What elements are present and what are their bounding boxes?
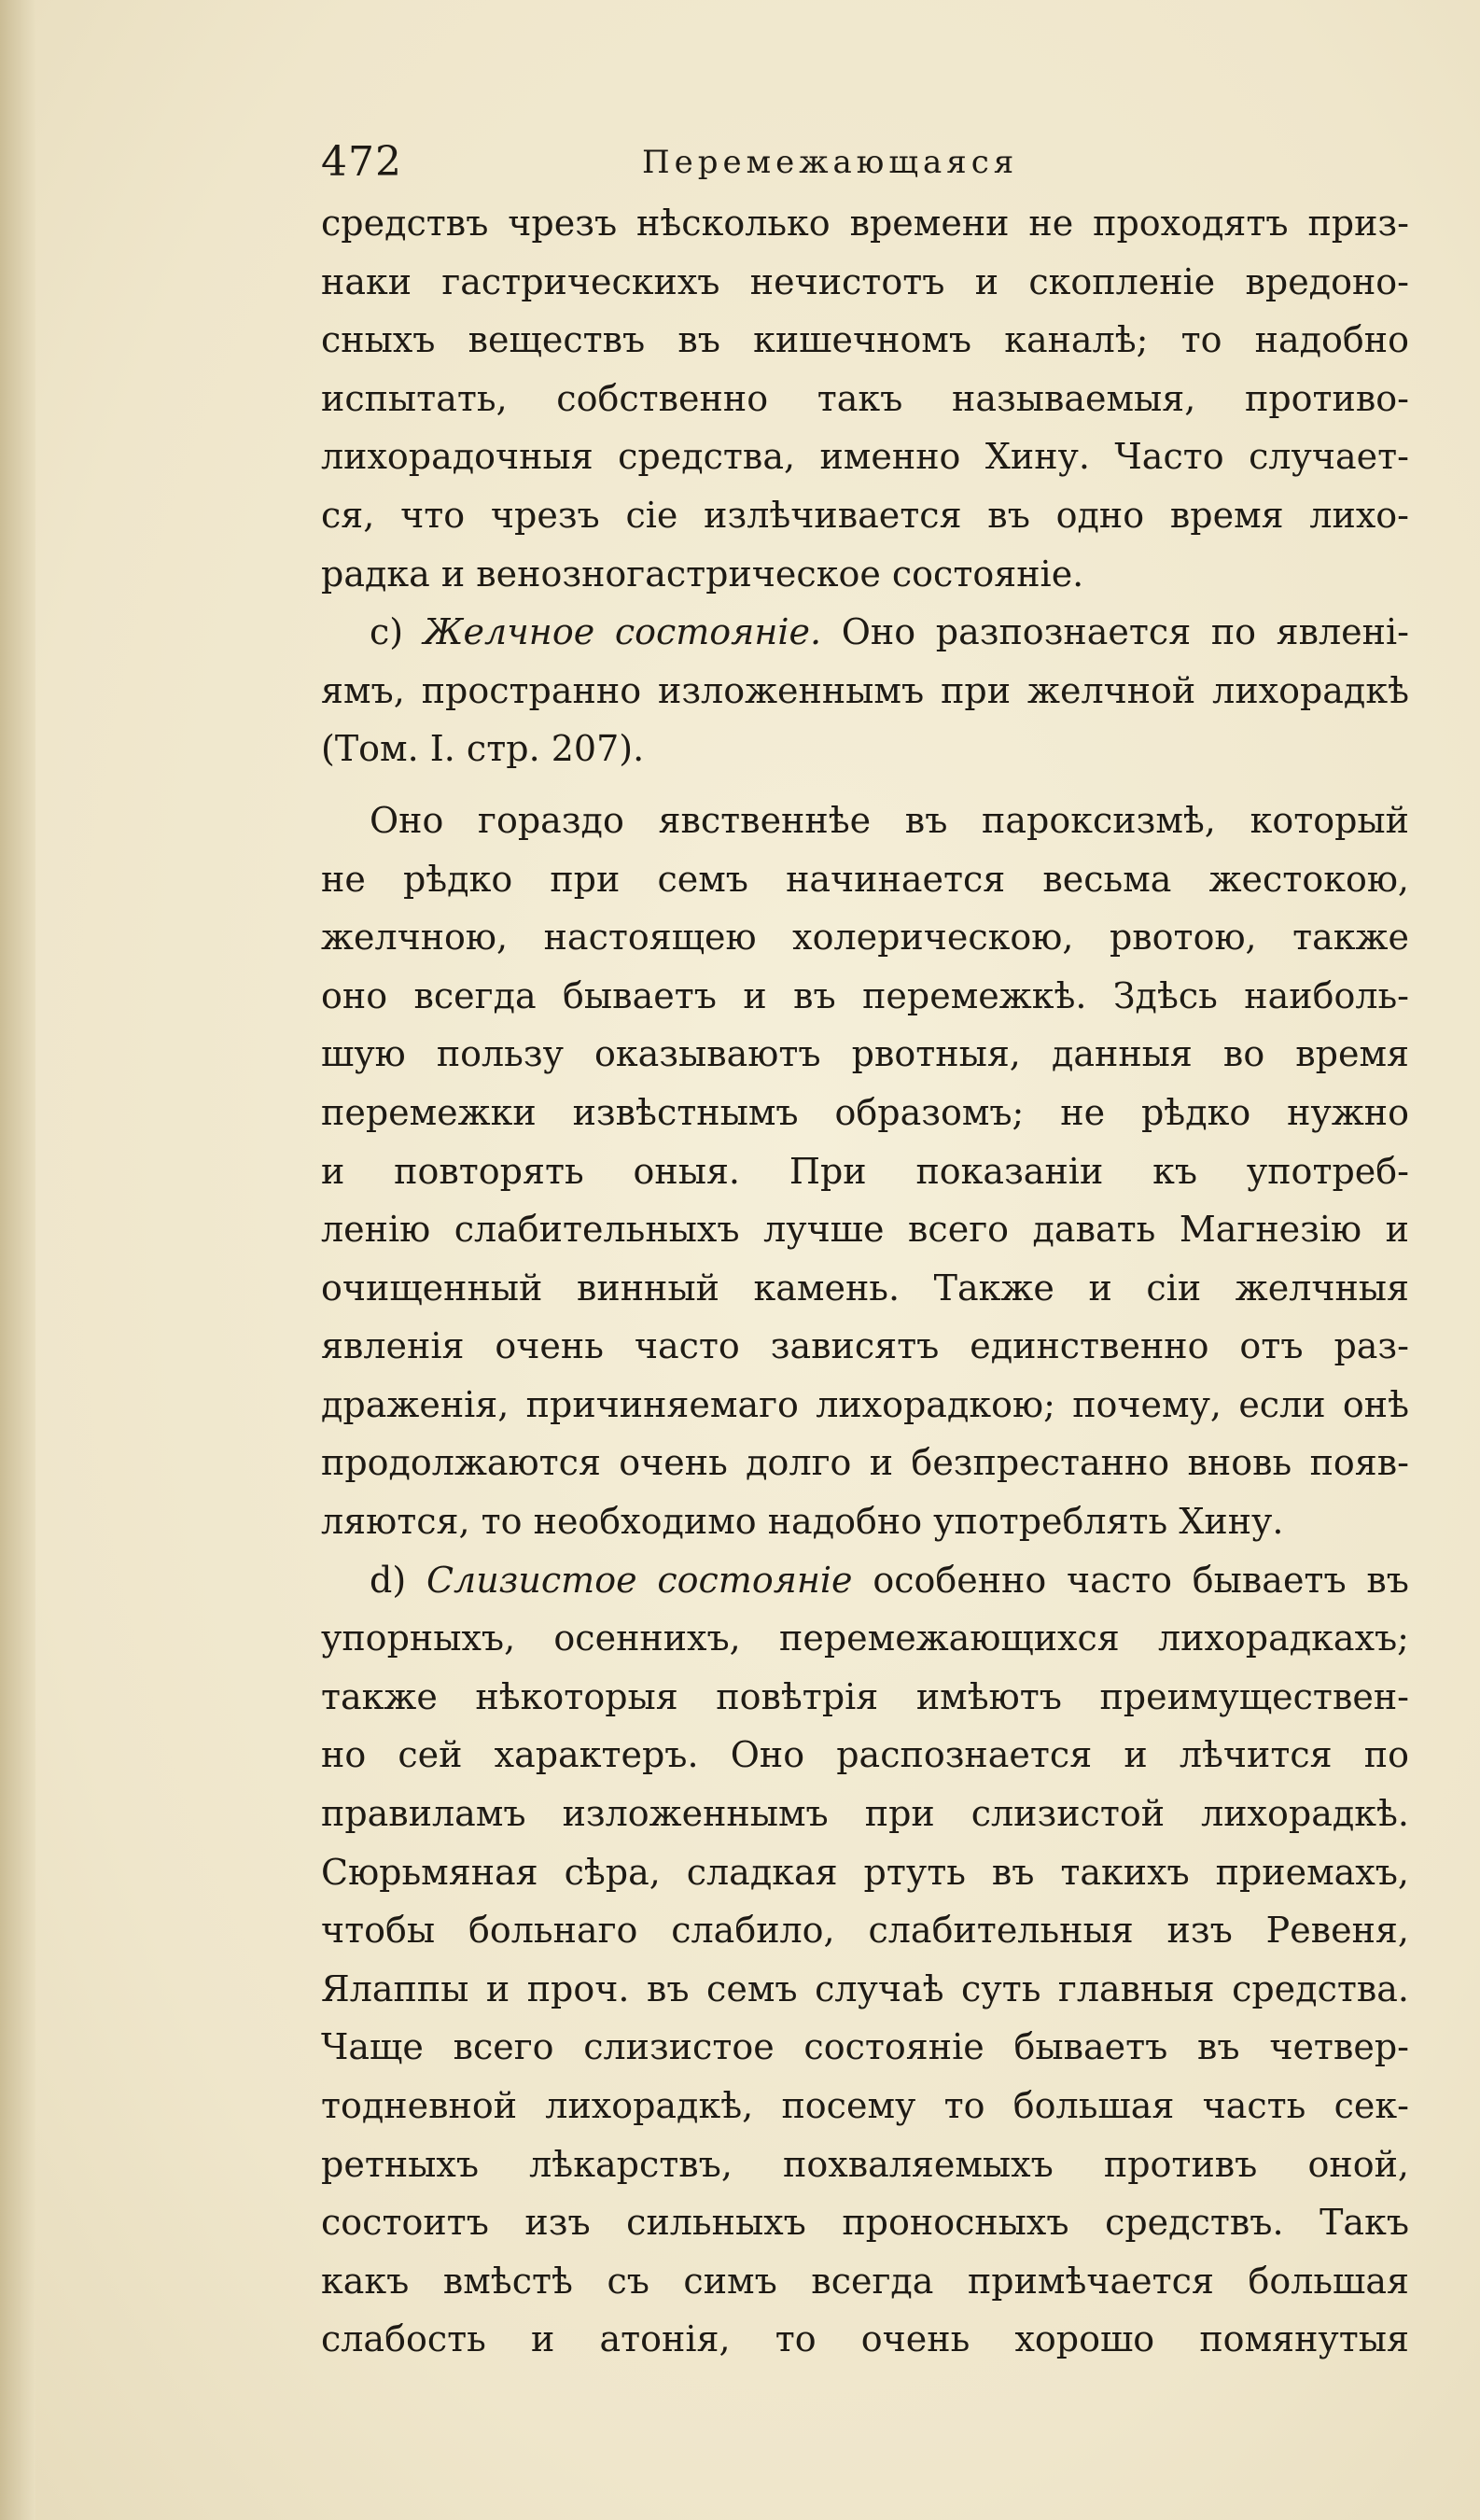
text-line: какъ вмѣстѣ съ симъ всегда примѣчается большая [321,2260,1409,2302]
text-line: ленію слабительныхъ лучше всего давать Магнезію и [321,1209,1409,1251]
page-number: 472 [321,138,402,186]
text-line: ся, что чрезъ сіе излѣчивается въ одно время лихо- [321,494,1409,536]
page-header [321,138,1409,190]
text-line: испытать, собственно такъ называемыя, противо- [321,377,1409,419]
text-line: оно всегда бываетъ и въ перемежкѣ. Здѣсь наиболь- [321,974,1409,1016]
italic-term: Слизистое состояніе [426,1559,853,1601]
text-line: Чаще всего слизистое состояніе бываетъ въ четвер- [321,2026,1409,2068]
text-line: наки гастрическихъ нечистотъ и скопленіе вредоно- [321,260,1409,302]
text-line: но сей характеръ. Оно распознается и лѣчится по [321,1734,1409,1776]
text-line: правиламъ изложеннымъ при слизистой лихорадкѣ. [321,1793,1409,1835]
text-line: чтобы больнаго слабило, слабительныя изъ Ревеня, [321,1910,1409,1952]
text-line: драженія, причиняемаго лихорадкою; почему, если онѣ [321,1383,1409,1425]
text-line: желчною, настоящею холерическою, рвотою, также [321,917,1409,959]
text-line [321,1551,1409,1610]
text-line: сныхъ веществъ въ кишечномъ каналѣ; то надобно [321,319,1409,361]
text-line: ямъ, пространно изложеннымъ при желчной лихорадкѣ [321,669,1409,711]
italic-term: Желчное состояніе. [423,611,822,653]
text-line: Оно гораздо явственнѣе въ пароксизмѣ, который [370,799,1409,841]
text-segment: c) [370,611,424,653]
text-line: не рѣдко при семъ начинается весьма жестокою, [321,858,1409,900]
text-line: шую пользу оказываютъ рвотныя, данныя во время [321,1033,1409,1075]
text-line: Ялаппы и проч. въ семъ случаѣ суть главныя средства. [321,1967,1409,2009]
text-line: состоитъ изъ сильныхъ проносныхъ средствъ. Такъ [321,2202,1409,2244]
text-line: очищенный винный камень. Также и сіи желчныя [321,1267,1409,1309]
text-line: (Том. I. стр. 207). [321,728,645,770]
text-line: лихорадочныя средства, именно Хину. Часто случает- [321,436,1409,478]
text-line: Сюрьмяная сѣра, сладкая ртуть въ такихъ приемахъ, [321,1851,1409,1893]
text-line: упорныхъ, осеннихъ, перемежающихся лихорадкахъ; [321,1617,1409,1659]
running-title: Перемежающаяся [642,144,1019,181]
body-text [321,194,1409,2369]
binding-gutter [0,0,35,2520]
text-line: также нѣкоторыя повѣтрія имѣютъ преимуществен- [321,1675,1409,1717]
text-line: тодневной лихорадкѣ, посему то большая часть сек- [321,2085,1409,2126]
text-line [321,603,1409,662]
text-line: перемежки извѣстнымъ образомъ; не рѣдко нужно [321,1091,1409,1133]
text-line: слабость и атонія, то очень хорошо помянутыя [321,2318,1409,2360]
text-line: средствъ чрезъ нѣсколько времени не проходятъ приз- [321,203,1409,244]
text-segment: Оно разпознается по явлені- [821,611,1409,653]
text-line: радка и венозногастрическое состояніе. [321,553,1084,595]
text-segment: особенно часто бываетъ въ [852,1559,1409,1601]
text-line: ретныхъ лѣкарствъ, похваляемыхъ противъ оной, [321,2143,1409,2185]
text-segment: d) [370,1559,426,1601]
text-line: и повторять оныя. При показаніи къ употреб- [321,1150,1409,1192]
text-line: продолжаются очень долго и безпрестанно вновь появ- [321,1442,1409,1484]
text-line: явленія очень часто зависятъ единственно отъ раз- [321,1325,1409,1367]
text-line: ляются, то необходимо надобно употреблять Хину. [321,1501,1284,1543]
